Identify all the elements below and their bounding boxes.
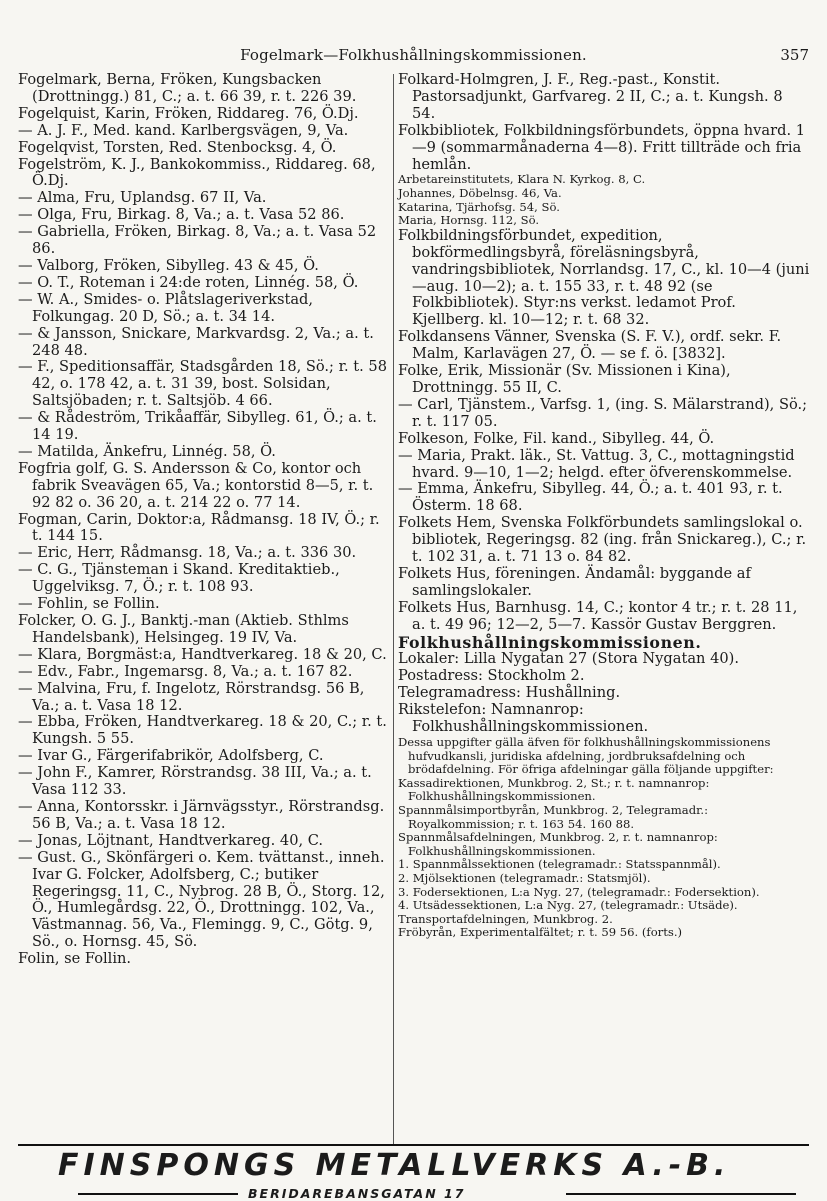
directory-entry: — Carl, Tjänstem., Varfsg. 1, (ing. S. Mälarstrand), Sö.; r. t. 117 05. <box>398 395 808 430</box>
directory-entry: Lokaler: Lilla Nygatan 27 (Stora Nygatan 40). <box>398 650 739 668</box>
directory-entry: Folin, se Follin. <box>18 950 132 968</box>
advert-address: BERIDAREBANSGATAN 17 <box>248 1186 466 1201</box>
directory-entry: Folke, Erik, Missionär (Sv. Missionen i Kina), Drottningg. 55 II, C. <box>398 362 731 396</box>
directory-entry: — Jonas, Löjtnant, Handtverkareg. 40, C. <box>18 831 324 849</box>
section-heading: Folkhushållningskommissionen. <box>398 632 702 652</box>
advert-company-name: FINSPONGS METALLVERKS A.-B. <box>58 1148 731 1183</box>
directory-entry: Fogelquist, Karin, Fröken, Riddareg. 76, Ö.Dj. <box>18 104 359 122</box>
directory-entry: Dessa uppgifter gälla äfven för folkhushållningskommissionens hufvudkansli, juridiska afdelning, jordbruksafdelning och brödafdelning. För öfriga afdelningar gälla följande uppgifter: <box>398 735 774 777</box>
directory-entry: — F., Speditionsaffär, Stadsgården 18, Sö.; r. t. 58 42, o. 178 42, a. t. 31 39, bost. Solsidan, Saltsjöbaden; r. t. Saltsjöb. 4 66. <box>18 358 387 410</box>
directory-entry: — Klara, Borgmäst:a, Handtverkareg. 18 & 20, C. <box>18 645 387 663</box>
directory-entry: Folkbibliotek, Folkbildningsförbundets, öppna hvard. 1—9 (sommarmånaderna 4—8). Fritt tillträde och fria hemlån. <box>398 121 806 173</box>
directory-entry: Folcker, O. G. J., Banktj.-man (Aktieb. Sthlms Handelsbank), Helsingeg. 19 IV, Va. <box>18 612 349 646</box>
directory-entry: Telegramadress: Hushållning. <box>398 684 621 702</box>
right-column <box>398 72 810 940</box>
directory-entry: — Valborg, Fröken, Sibylleg. 43 & 45, Ö. <box>18 256 319 274</box>
directory-entry: — & Jansson, Snickare, Markvardsg. 2, Va.; a. t. 248 48. <box>18 324 374 359</box>
directory-entry: Fogelmark, Berna, Fröken, Kungsbacken (Drottningg.) 81, C.; a. t. 66 39, r. t. 226 39. <box>18 71 357 105</box>
directory-entry: — Matilda, Änkefru, Linnég. 58, Ö. <box>18 442 276 460</box>
directory-entry: — Fohlin, se Follin. <box>18 595 160 613</box>
directory-entry: Spannmålsimportbyrån, Munkbrog. 2, Telegramadr.: Royalkommission; r. t. 163 54. 160 88. <box>398 802 708 831</box>
directory-entry: Folkets Hus, Barnhusg. 14, C.; kontor 4 tr.; r. t. 28 11, a. t. 49 96; 12—2, 5—7. Kassör Gustav Berggren. <box>398 598 798 633</box>
directory-entry: — & Rådeström, Trikåaffär, Sibylleg. 61, Ö.; a. t. 14 19. <box>18 409 377 444</box>
advert-dash-right <box>566 1193 796 1195</box>
directory-entry: 1. Spannmålssektionen (telegramadr.: Statsspannmål). <box>398 857 721 872</box>
directory-entry: Fröbyrån, Experimentalfältet; r. t. 59 56. (forts.) <box>398 925 683 940</box>
directory-entry: Fogelström, K. J., Bankokommiss., Riddareg. 68, Ö.Dj. <box>18 155 376 190</box>
directory-entry: — Malvina, Fru, f. Ingelotz, Rörstrandsg. 56 B, Va.; a. t. Vasa 18 12. <box>18 679 365 714</box>
directory-entry: Fogfria golf, G. S. Andersson & Co, kontor och fabrik Sveavägen 65, Va.; kontorstid 8—5, r. t. 92 82 o. 36 20, a. t. 214 22 o. 77 14. <box>18 459 374 511</box>
directory-entry: — Anna, Kontorsskr. i Järnvägsstyr., Rörstrandsg. 56 B, Va.; a. t. Vasa 18 12. <box>18 797 385 832</box>
directory-entry: — Emma, Änkefru, Sibylleg. 44, Ö.; a. t. 401 93, r. t. Österm. 18 68. <box>398 480 783 515</box>
directory-entry: — Gabriella, Fröken, Birkag. 8, Va.; a. t. Vasa 52 86. <box>18 223 377 258</box>
directory-entry: — Eric, Herr, Rådmansg. 18, Va.; a. t. 336 30. <box>18 544 357 562</box>
directory-entry: Transportafdelningen, Munkbrog. 2. <box>398 911 613 926</box>
directory-entry: 3. Fodersektionen, L:a Nyg. 27, (telegramadr.: Fodersektion). <box>398 884 760 899</box>
directory-entry: 2. Mjölsektionen (telegramadr.: Statsmjöl). <box>398 870 651 885</box>
left-column <box>18 72 390 968</box>
directory-entry: Maria, Hornsg. 112, Sö. <box>398 213 540 228</box>
running-title: Fogelmark—Folkhushållningskommissionen. <box>240 46 587 64</box>
directory-entry: — Maria, Prakt. läk., St. Vattug. 3, C., mottagningstid hvard. 9—10, 1—2; helgd. efter öfverenskommelse. <box>398 446 795 481</box>
directory-entry: — A. J. F., Med. kand. Karlbergsvägen, 9, Va. <box>18 121 349 139</box>
directory-entry: Kassadirektionen, Munkbrog. 2, St.; r. t. namnanrop: Folkhushållningskommissionen. <box>398 775 710 804</box>
directory-entry: 4. Utsädessektionen, L:a Nyg. 27, (telegramadr.: Utsäde). <box>398 898 738 913</box>
directory-entry: Postadress: Stockholm 2. <box>398 667 585 685</box>
directory-entry: — Ebba, Fröken, Handtverkareg. 18 & 20, C.; r. t. Kungsh. 5 55. <box>18 713 387 748</box>
directory-entry: — Gust. G., Skönfärgeri o. Kem. tvättanst., inneh. Ivar G. Folcker, Adolfsberg, C.; butiker Regeringsg. 11, C., Nybrog. 28 B, Ö., Storg. 12, Ö., Humlegårdsg. 22, Ö., Drottningg. 102, Va., Västmannag. 56, Va., Flemingg. 9, C., Götg. 9, Sö., o. Hornsg. 45, Sö. <box>18 848 385 951</box>
directory-entry: — John F., Kamrer, Rörstrandsg. 38 III, Va.; a. t. Vasa 112 33. <box>18 764 372 799</box>
advert-dash-left <box>78 1193 238 1195</box>
directory-entry: Folkbildningsförbundet, expedition, bokförmedlingsbyrå, föreläsningsbyrå, vandringsbibliotek, Norrlandsg. 17, C., kl. 10—4 (juni—aug. 10—2); a. t. 155 33, r. t. 48 92 (se Folkbibliotek). Styr:ns verkst. ledamot Prof. Kjellberg. kl. 10—12; r. t. 68 32. <box>398 226 810 329</box>
directory-entry: — C. G., Tjänsteman i Skand. Kreditaktieb., Uggelviksg. 7, Ö.; r. t. 108 93. <box>18 561 340 596</box>
advert-rule <box>18 1144 809 1146</box>
directory-entry: Folkard-Holmgren, J. F., Reg.-past., Konstit. Pastorsadjunkt, Garfvareg. 2 II, C.; a. t. Kungsh. 8 54. <box>398 71 783 122</box>
directory-entry: — Edv., Fabr., Ingemarsg. 8, Va.; a. t. 167 82. <box>18 662 353 680</box>
directory-entry: Rikstelefon: Namnanrop: Folkhushållningskommissionen. <box>398 701 649 736</box>
directory-entry: Fogman, Carin, Doktor:a, Rådmansg. 18 IV, Ö.; r. t. 144 15. <box>18 510 380 545</box>
directory-entry: Folkeson, Folke, Fil. kand., Sibylleg. 44, Ö. <box>398 429 715 447</box>
page-header <box>0 46 827 68</box>
advert-banner <box>18 1148 809 1201</box>
directory-entry: Fogelqvist, Torsten, Red. Stenbocksg. 4, Ö. <box>18 138 337 156</box>
directory-entry: Folkdansens Vänner, Svenska (S. F. V.), ordf. sekr. F. Malm, Karlavägen 27, Ö. — se f. ö. [3832]. <box>398 328 782 363</box>
directory-entry: — W. A., Smides- o. Plåtslageriverkstad, Folkungag. 20 D, Sö.; a. t. 34 14. <box>18 290 314 325</box>
directory-entry: Folkets Hem, Svenska Folkförbundets samlingslokal o. bibliotek, Regeringsg. 82 (ing. från Snickareg.), C.; r. t. 102 31, a. t. 71 13 o. 84 82. <box>398 514 807 566</box>
directory-entry: Folkets Hus, föreningen. Ändamål: byggande af samlingslokaler. <box>398 564 751 599</box>
column-divider <box>393 74 394 1144</box>
directory-entry: — O. T., Roteman i 24:de roten, Linnég. 58, Ö. <box>18 273 359 291</box>
directory-entry: — Ivar G., Färgerifabrikör, Adolfsberg, C. <box>18 747 324 765</box>
directory-entry: Spannmålsafdelningen, Munkbrog. 2, r. t. namnanrop: Folkhushållningskommissionen. <box>398 830 718 858</box>
directory-entry: — Olga, Fru, Birkag. 8, Va.; a. t. Vasa 52 86. <box>18 206 345 224</box>
directory-entry: Katarina, Tjärhofsg. 54, Sö. <box>398 199 560 214</box>
directory-entry: — Alma, Fru, Uplandsg. 67 II, Va. <box>18 189 267 207</box>
page-number: 357 <box>780 46 809 64</box>
directory-entry: Arbetareinstitutets, Klara N. Kyrkog. 8, C. <box>398 172 646 187</box>
directory-entry: Johannes, Döbelnsg. 46, Va. <box>398 186 562 201</box>
